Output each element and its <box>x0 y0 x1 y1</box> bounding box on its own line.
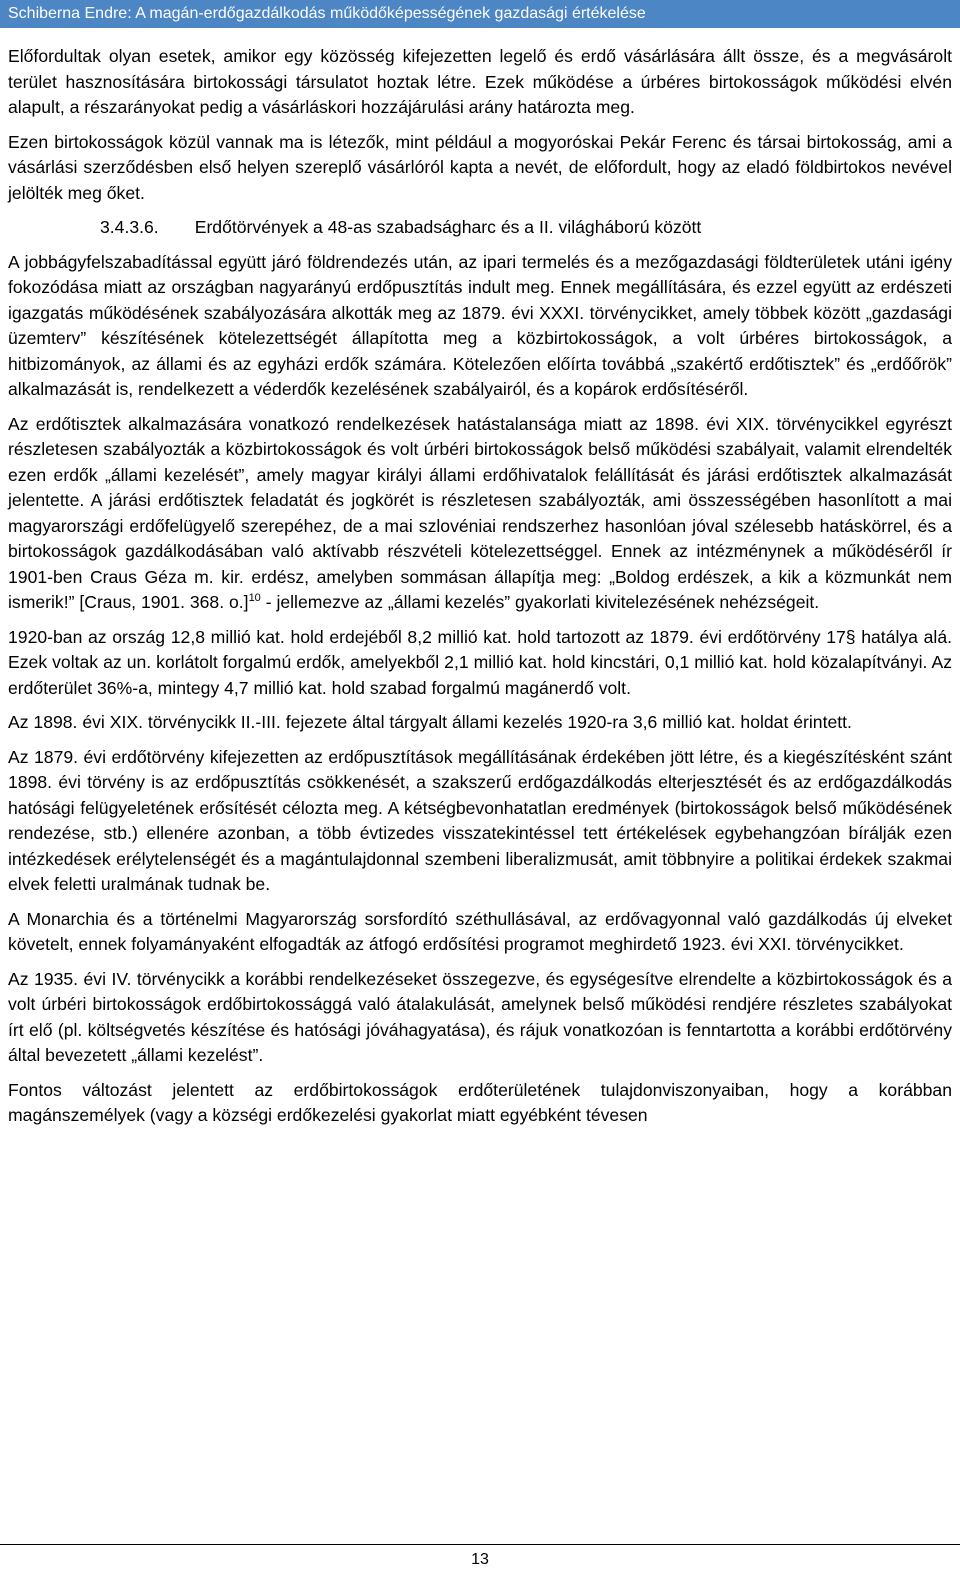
section-heading <box>8 215 952 241</box>
paragraph-4 <box>8 412 952 616</box>
section-number: 3.4.3.6. <box>100 217 159 237</box>
page-number: 13 <box>471 1551 489 1568</box>
running-header <box>0 0 960 28</box>
page-footer <box>0 1544 960 1581</box>
paragraph-2: Ezen birtokosságok közül vannak ma is létezők, mint például a mogyoróskai Pekár Ferenc és társai birtokosság, ami a vásárlási szerződésben első helyen szereplő vásárlóról kapta a nevét, de előfordult, hogy az eladó földbirtokos nevével jelölték meg őket. <box>8 131 952 203</box>
running-header-title: Schiberna Endre: A magán-erdőgazdálkodás működőképességének gazdasági értékelése <box>8 5 646 22</box>
paragraph-8: A Monarchia és a történelmi Magyarország sorsfordító széthullásával, az erdővagyonnal való gazdálkodás új elveket követelt, ennek folyamányaként elfogadták az átfogó erdősítési programot meghirdető 1923. évi XXI. törvénycikket. <box>8 908 952 954</box>
paragraph-5: 1920-ban az ország 12,8 millió kat. hold erdejéből 8,2 millió kat. hold tartozott az 1879. évi erdőtörvény 17§ hatálya alá. Ezek voltak az un. korlátolt forgalmú erdők, amelyekből 2,1 millió kat. hold kincstári, 0,1 millió kat. hold közalapítványi. Az erdőterület 36%-a, mintegy 4,7 millió kat. hold szabad forgalmú magánerdő volt. <box>8 626 952 698</box>
paragraph-10: Fontos változást jelentett az erdőbirtokosságok erdőterületének tulajdonviszonyaiban, hogy a korábban magánszemélyek (vagy a községi erdőkezelési gyakorlat miatt egyébként tévesen <box>8 1079 952 1125</box>
paragraph-4-part-b: - jellemezve az „állami kezelés” gyakorlati kivitelezésének nehézségeit. <box>260 592 820 612</box>
section-title: Erdőtörvények a 48-as szabadságharc és a II. világháború között <box>194 217 702 237</box>
paragraph-4-part-a: Az erdőtisztek alkalmazására vonatkozó rendelkezések hatástalansága miatt az 1898. évi XIX. törvénycikkel egyrészt részletesen szabályozták a közbirtokosságok és volt úrbéri birtokosságok belső működési szabályait, valamit elrendelték ezen erdők „állami kezelését”, amely magyar királyi állami erdőhivatalok felállítását és járási erdőtisztek alkalmazását jelentette. A járási erdőtisztek feladatát és jogkörét is részletesen szabályozták, ami összességében hasonlított a mai magyarországi erdőfelügyelő szerepéhez, de a mai szlovéniai rendszerhez hasonlóan jóval szélesebb hatáskörrel, és a birtokosságok gazdálkodásában való aktívabb részvételi kötelezettséggel. Ennek az intézménynek a működéséről ír 1901-ben Craus Géza m. kir. erdész, amelyben sommásan állapítja meg: „Boldog erdészek, a kik a közmunkát nem ismerik!” [Craus, 1901. 368. o.] <box>8 413 952 612</box>
paragraph-1: Előfordultak olyan esetek, amikor egy közösség kifejezetten legelő és erdő vásárlására állt össze, és a megvásárolt terület hasznosítására birtokossági társulatot hoztak létre. Ezek működése a úrbéres birtokosságok működési elvén alapult, a részarányokat pedig a vásárláskori hozzájárulási arány határozta meg. <box>8 46 952 117</box>
paragraph-7: Az 1879. évi erdőtörvény kifejezetten az erdőpusztítások megállításának érdekében jött létre, és a kiegészítésként szánt 1898. évi törvény is az erdőpusztítás csökkenését, a szakszerű erdőgazdálkodás elterjesztését és az erdőgazdálkodás hatósági felügyeletének erősítését célozta meg. A kétségbevonhatatlan eredmények (birtokosságok belső működésének rendezése, stb.) ellenére azonban, a több évtizedes visszatekintéssel tett értékelések egybehangzóan bírálják ezen intézkedések erélytelenségét és a magántulajdonnal szembeni liberalizmusát, amit többnyire a politikai érdekek szakmai elvek feletti uralmának tudnak be. <box>8 746 952 894</box>
paragraph-6: Az 1898. évi XIX. törvénycikk II.-III. fejezete által tárgyalt állami kezelés 1920-ra 3,6 millió kat. holdat érintett. <box>8 712 852 732</box>
document-body <box>8 44 952 1138</box>
paragraph-3: A jobbágyfelszabadítással együtt járó földrendezés után, az ipari termelés és a mezőgazdasági földterületek utáni igény fokozódása miatt az országban nagyarányú erdőpusztítás indult meg. Ennek megállítására, és ezzel együtt az erdészeti igazgatás működésének szabályozására alkották meg az 1879. évi XXXI. törvénycikket, amely többek között „gazdasági üzemterv” készítésének kötelezettségét állapította meg a közbirtokosságok, a volt úrbéres birtokosságok, a hitbizományok, az állami és az egyházi erdők számára. Kötelezően előírta továbbá „szakértő erdőtisztek” és „erdőőrök” alkalmazását is, rendelkezett a véderdők kezelésének szabályairól, és a kopárok erdősítéséről. <box>8 251 952 399</box>
footnote-marker: 10 <box>248 592 261 604</box>
paragraph-9: Az 1935. évi IV. törvénycikk a korábbi rendelkezéseket összegezve, és egységesítve elrendelte a közbirtokosságok és a volt úrbéri birtokosságok erdőbirtokossággá való átalakulását, amelynek belső működési rendjére részletes szabályokat írt elő (pl. költségvetés készítése és hatósági jóváhagyatása), és rájuk vonatkozóan is fenntartotta a korábbi erdőtörvény által bevezetett „állami kezelést”. <box>8 968 952 1065</box>
